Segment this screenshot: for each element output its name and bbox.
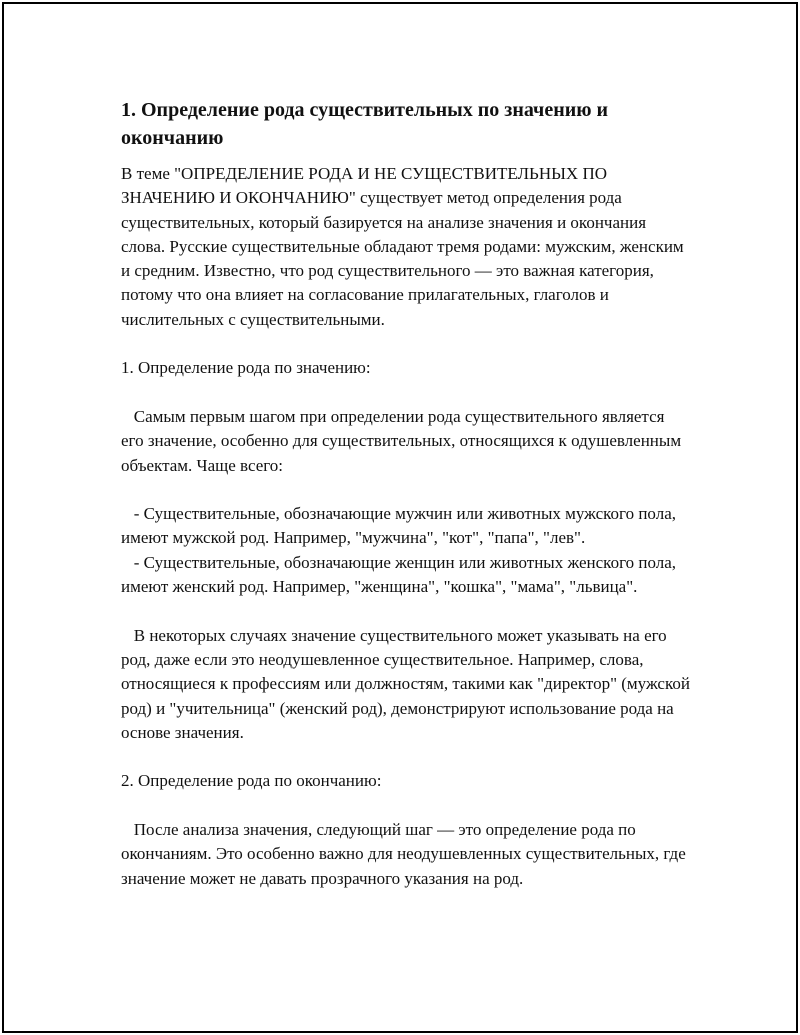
page-frame [2,2,798,1033]
meaning-paragraph: Самым первым шагом при определении рода существительного является его значение, особенно для существительных, относящихся к одушевленным объектам. Чаще всего: [121,406,686,475]
subsection-title-meaning: 1. Определение рода по значению: [121,358,371,378]
document-body [121,96,695,891]
paragraph-gap [121,599,691,623]
paragraph-gap [121,794,691,818]
meaning-examples-list: - Существительные, обозначающие мужчин или животных мужского пола, имеют мужской род. Например, "мужчина", "кот", "папа", "лев". - Существительные, обозначающие женщин или животных женского пола, имеют женский род. Например, "женщина", "кошка", "мама", "львица". [121,504,677,597]
subsection-title-ending: 2. Определение рода по окончанию: [121,771,382,791]
paragraph-gap [121,478,691,502]
ending-paragraph: После анализа значения, следующий шаг — это определение рода по окончаниям. Это особенно важно для неодушевленных существительных, где значение может не давать прозрачного указания на род. [121,820,690,888]
paragraph-gap [121,381,691,405]
paragraph-gap [121,745,691,769]
intro-paragraph: В теме "ОПРЕДЕЛЕНИЕ РОДА И НЕ СУЩЕСТВИТЕЛЬНЫХ ПО ЗНАЧЕНИЮ И ОКОНЧАНИЮ" существует метод определения рода существительных, который базируется на анализе значения и окончания слова. Русские существительные обладают тремя родами: мужским, женским и средним. Известно, что род существительного — это важная категория, потому что она влияет на согласование прилагательных, глаголов и числительных с существительными. [121,164,688,329]
section-heading: 1. Определение рода существительных по значению и окончанию [121,99,609,149]
paragraph-gap [121,332,691,356]
inanimate-meaning-paragraph: В некоторых случаях значение существительного может указывать на его род, даже если это неодушевленное существительное. Например, слова, относящиеся к профессиям или должностям, такими как "директор" (мужской род) и "учительница" (женский род), демонстрируют использование рода на основе значения. [121,625,695,742]
